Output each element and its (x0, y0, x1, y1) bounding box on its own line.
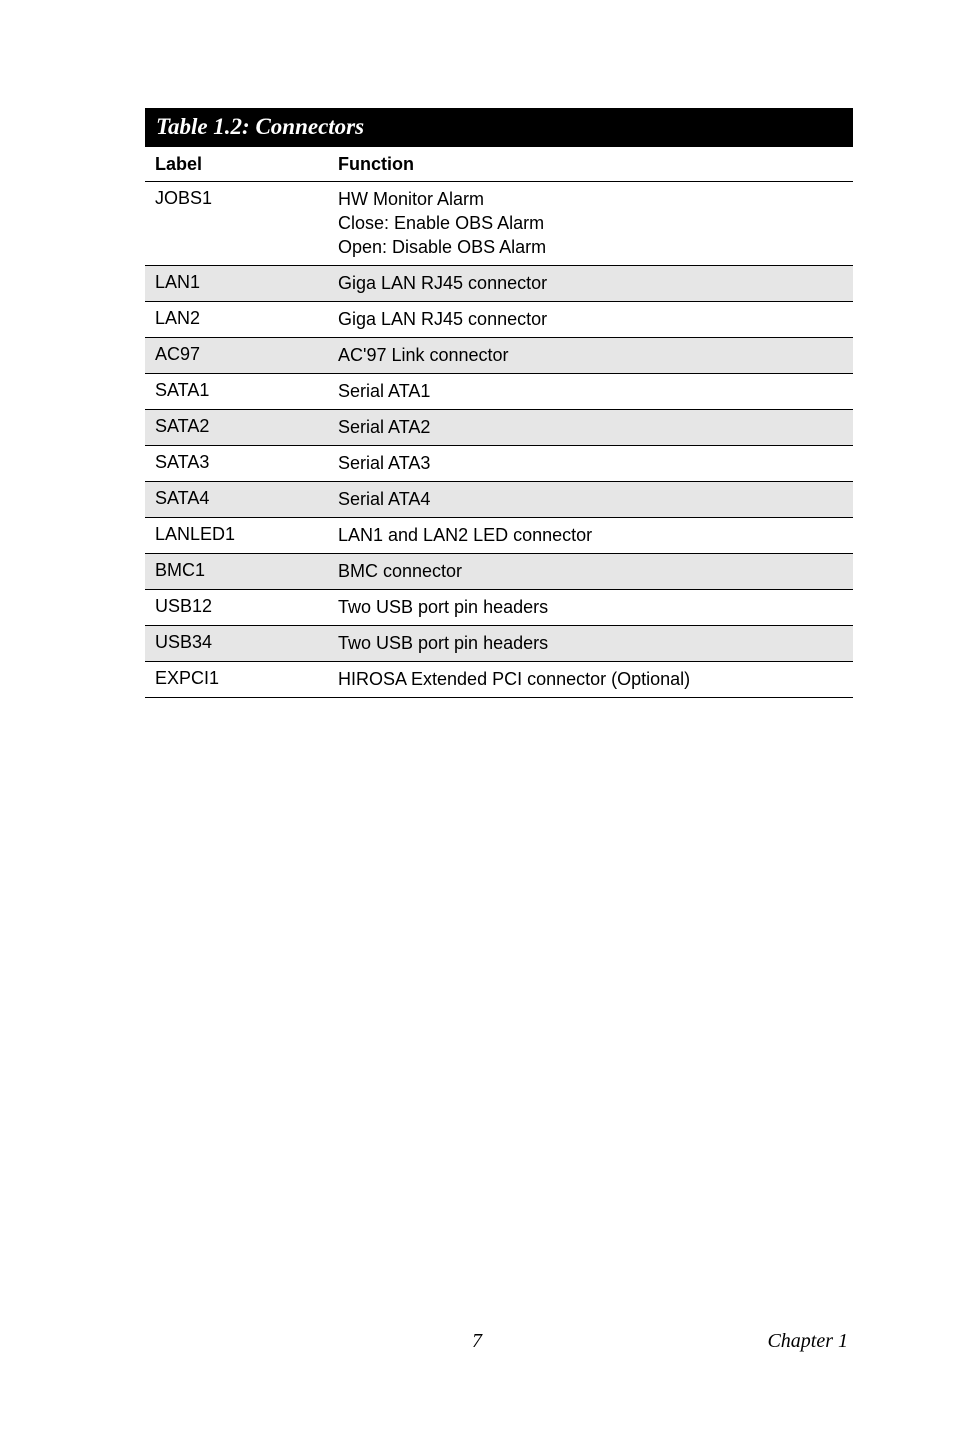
row-label: SATA3 (155, 452, 210, 472)
row-function (338, 662, 853, 697)
function-line: Serial ATA3 (338, 453, 431, 473)
table-row (145, 626, 853, 662)
row-label: LAN2 (155, 308, 201, 328)
function-line: HW Monitor Alarm (338, 189, 485, 209)
table-header-row (145, 147, 853, 182)
row-function (338, 626, 853, 661)
row-label: AC97 (155, 344, 201, 364)
table-row (145, 338, 853, 374)
row-function (338, 302, 853, 337)
row-function (338, 590, 853, 625)
header-label: Label (155, 154, 203, 174)
page-number: 7 (472, 1330, 482, 1352)
row-label: BMC1 (155, 560, 206, 580)
row-function (338, 482, 853, 517)
function-line: Two USB port pin headers (338, 597, 549, 617)
function-line: HIROSA Extended PCI connector (Optional) (338, 669, 691, 689)
table-row (145, 518, 853, 554)
chapter-label: Chapter 1 (767, 1330, 848, 1352)
row-function (338, 410, 853, 445)
table-body (145, 182, 853, 698)
function-line: Giga LAN RJ45 connector (338, 273, 548, 293)
row-label: LAN1 (155, 272, 201, 292)
function-line: LAN1 and LAN2 LED connector (338, 525, 593, 545)
function-line: Giga LAN RJ45 connector (338, 309, 548, 329)
row-label: USB34 (155, 632, 213, 652)
table-row (145, 590, 853, 626)
row-function (338, 374, 853, 409)
table-row (145, 302, 853, 338)
row-function (338, 446, 853, 481)
table-row (145, 266, 853, 302)
header-function: Function (338, 154, 414, 174)
function-line: Open: Disable OBS Alarm (338, 237, 547, 257)
table-row (145, 482, 853, 518)
table-row (145, 662, 853, 698)
row-function (338, 338, 853, 373)
row-function (338, 518, 853, 553)
function-line: Serial ATA1 (338, 381, 431, 401)
row-label: SATA4 (155, 488, 210, 508)
table-row (145, 446, 853, 482)
row-label: SATA1 (155, 380, 210, 400)
table-row (145, 374, 853, 410)
row-function (338, 554, 853, 589)
table-row (145, 410, 853, 446)
row-label: JOBS1 (155, 188, 213, 208)
function-line: AC'97 Link connector (338, 345, 509, 365)
row-label: USB12 (155, 596, 213, 616)
function-line: Serial ATA4 (338, 489, 431, 509)
row-label: SATA2 (155, 416, 210, 436)
table-row (145, 554, 853, 590)
row-function (338, 266, 853, 301)
row-label: EXPCI1 (155, 668, 220, 688)
function-line: Close: Enable OBS Alarm (338, 213, 545, 233)
function-line: Serial ATA2 (338, 417, 431, 437)
connectors-table (145, 108, 853, 698)
table-row (145, 182, 853, 266)
row-label: LANLED1 (155, 524, 236, 544)
function-line: BMC connector (338, 561, 463, 581)
table-title: Table 1.2: Connectors (145, 108, 853, 147)
function-line: Two USB port pin headers (338, 633, 549, 653)
row-function (338, 182, 853, 265)
